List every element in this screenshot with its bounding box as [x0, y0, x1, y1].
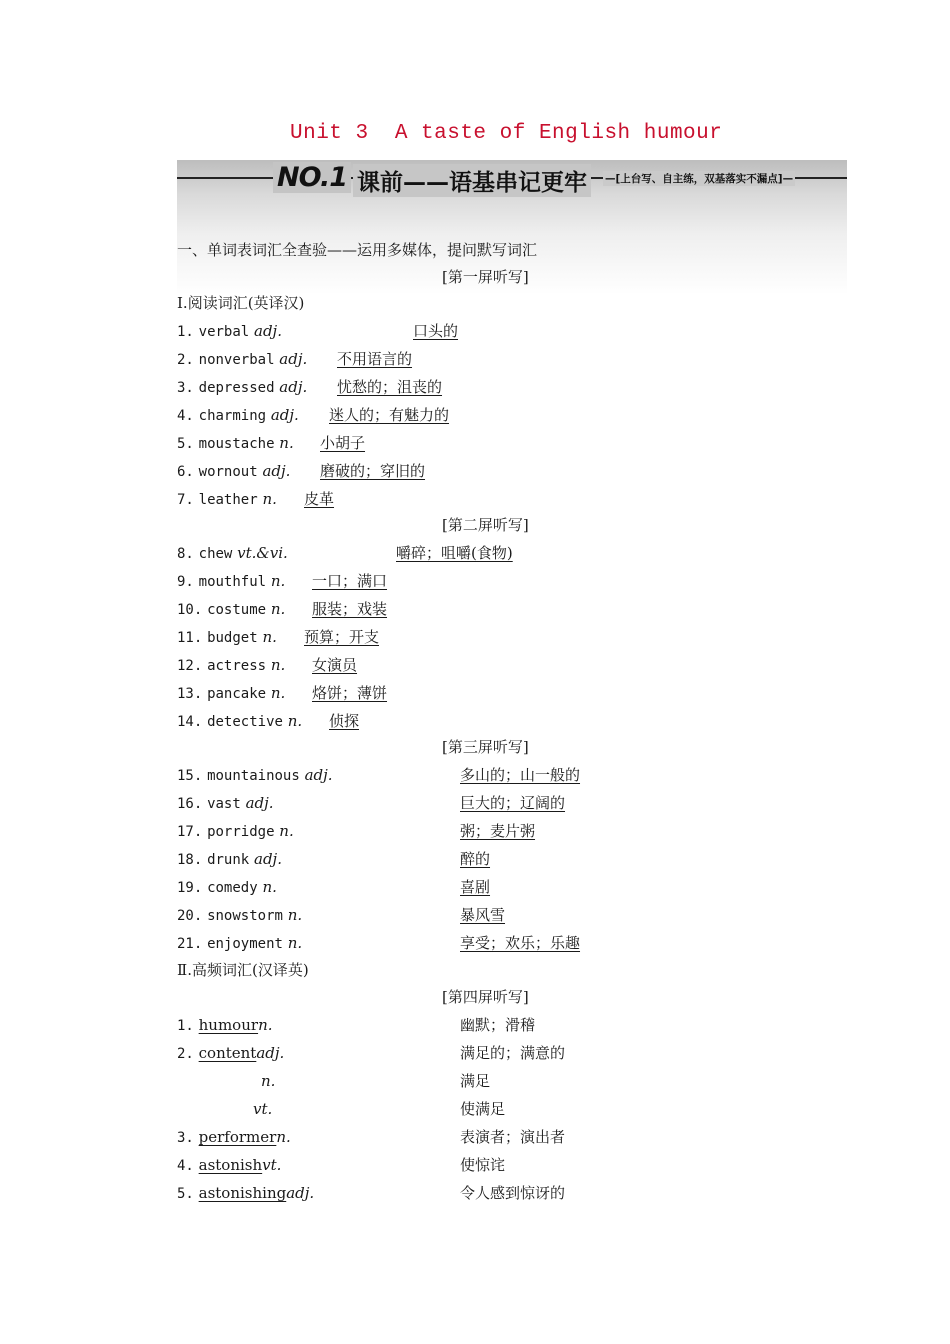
answer: 嚼碎；咀嚼(食物)	[396, 544, 513, 562]
vocab-item: 10. costume n. 服装；戏装	[177, 600, 388, 618]
vocab-item: 5. astonishingadj. 令人感到惊讶的	[177, 1184, 566, 1202]
answer: 粥；麦片粥	[460, 822, 536, 840]
vocab-item: 2. contentadj. 满足的；满意的	[177, 1044, 566, 1062]
answer: 一口；满口	[312, 572, 388, 590]
answer: 服装；戏装	[312, 600, 388, 618]
answer: 预算；开支	[304, 628, 380, 646]
meaning: 满足	[460, 1072, 491, 1090]
vocab-item: 14. detective n. 侦探	[177, 712, 360, 730]
vocab-item: 18. drunk adj. 醉的	[177, 850, 491, 868]
vocab-item: 3. performern. 表演者；演出者	[177, 1128, 566, 1146]
vocab-item: 8. chew vt.&vi. 嚼碎；咀嚼(食物)	[177, 544, 513, 562]
answer: 烙饼；薄饼	[312, 684, 388, 702]
meaning: 使满足	[460, 1100, 506, 1118]
answer: 享受；欢乐；乐趣	[460, 934, 581, 952]
banner-title: 课前——语基串记更牢	[353, 164, 591, 197]
meaning: 使惊诧	[460, 1156, 506, 1174]
answer: 口头的	[413, 322, 459, 340]
answer: 喜剧	[460, 878, 491, 896]
vocab-item: 21. enjoyment n. 享受；欢乐；乐趣	[177, 934, 581, 952]
screen-label-3: [第三屏听写]	[442, 738, 529, 756]
vocab-item: 13. pancake n. 烙饼；薄饼	[177, 684, 388, 702]
answer: 不用语言的	[337, 350, 413, 368]
vocab-item: 16. vast adj. 巨大的；辽阔的	[177, 794, 566, 812]
screen-label-2: [第二屏听写]	[442, 516, 529, 534]
vocab-item: 6. wornout adj. 磨破的；穿旧的	[177, 462, 426, 480]
vocab-item: 4. astonishvt. 使惊诧	[177, 1156, 506, 1174]
section-heading: 一、单词表词汇全查验——运用多媒体，提问默写词汇	[177, 241, 538, 259]
answer: 巨大的；辽阔的	[460, 794, 566, 812]
vocab-item: 7. leather n. 皮革	[177, 490, 335, 508]
vocab-item: 15. mountainous adj. 多山的；山一般的	[177, 766, 581, 784]
vocab-item: 3. depressed adj. 忧愁的；沮丧的	[177, 378, 443, 396]
answer: 侦探	[329, 712, 360, 730]
answer: 醉的	[460, 850, 491, 868]
answer: 磨破的；穿旧的	[320, 462, 426, 480]
part2-title: Ⅱ.高频词汇(汉译英)	[177, 961, 309, 979]
meaning: 满足的；满意的	[460, 1044, 566, 1062]
vocab-item: 9. mouthful n. 一口；满口	[177, 572, 388, 590]
vocab-item: 11. budget n. 预算；开支	[177, 628, 380, 646]
part1-title: Ⅰ.阅读词汇(英译汉)	[177, 294, 305, 312]
answer: 忧愁的；沮丧的	[337, 378, 443, 396]
unit-title: Unit 3 A taste of English humour	[290, 122, 723, 145]
vocab-item: 2. nonverbal adj. 不用语言的	[177, 350, 413, 368]
vocab-item: 1. verbal adj. 口头的	[177, 322, 459, 340]
banner-note: —[上台写、自主练，双基落实不漏点]—	[605, 173, 794, 185]
vocab-item: 4. charming adj. 迷人的；有魅力的	[177, 406, 450, 424]
answer: 小胡子	[320, 434, 366, 452]
answer: 暴风雪	[460, 906, 506, 924]
meaning: 幽默；滑稽	[460, 1016, 536, 1034]
vocab-item: 20. snowstorm n. 暴风雪	[177, 906, 506, 924]
vocab-item: 1. humourn. 幽默；滑稽	[177, 1016, 536, 1034]
answer: 女演员	[312, 656, 358, 674]
screen-label-4: [第四屏听写]	[442, 988, 529, 1006]
vocab-item: 19. comedy n. 喜剧	[177, 878, 491, 896]
banner-number: NO.1	[273, 162, 351, 193]
vocab-item: 17. porridge n. 粥；麦片粥	[177, 822, 536, 840]
answer: 迷人的；有魅力的	[329, 406, 450, 424]
vocab-item: 12. actress n. 女演员	[177, 656, 358, 674]
vocab-item: 5. moustache n. 小胡子	[177, 434, 366, 452]
answer: 多山的；山一般的	[460, 766, 581, 784]
answer: 皮革	[304, 490, 335, 508]
screen-label-1: [第一屏听写]	[442, 268, 529, 286]
meaning: 表演者；演出者	[460, 1128, 566, 1146]
meaning: 令人感到惊讶的	[460, 1184, 566, 1202]
